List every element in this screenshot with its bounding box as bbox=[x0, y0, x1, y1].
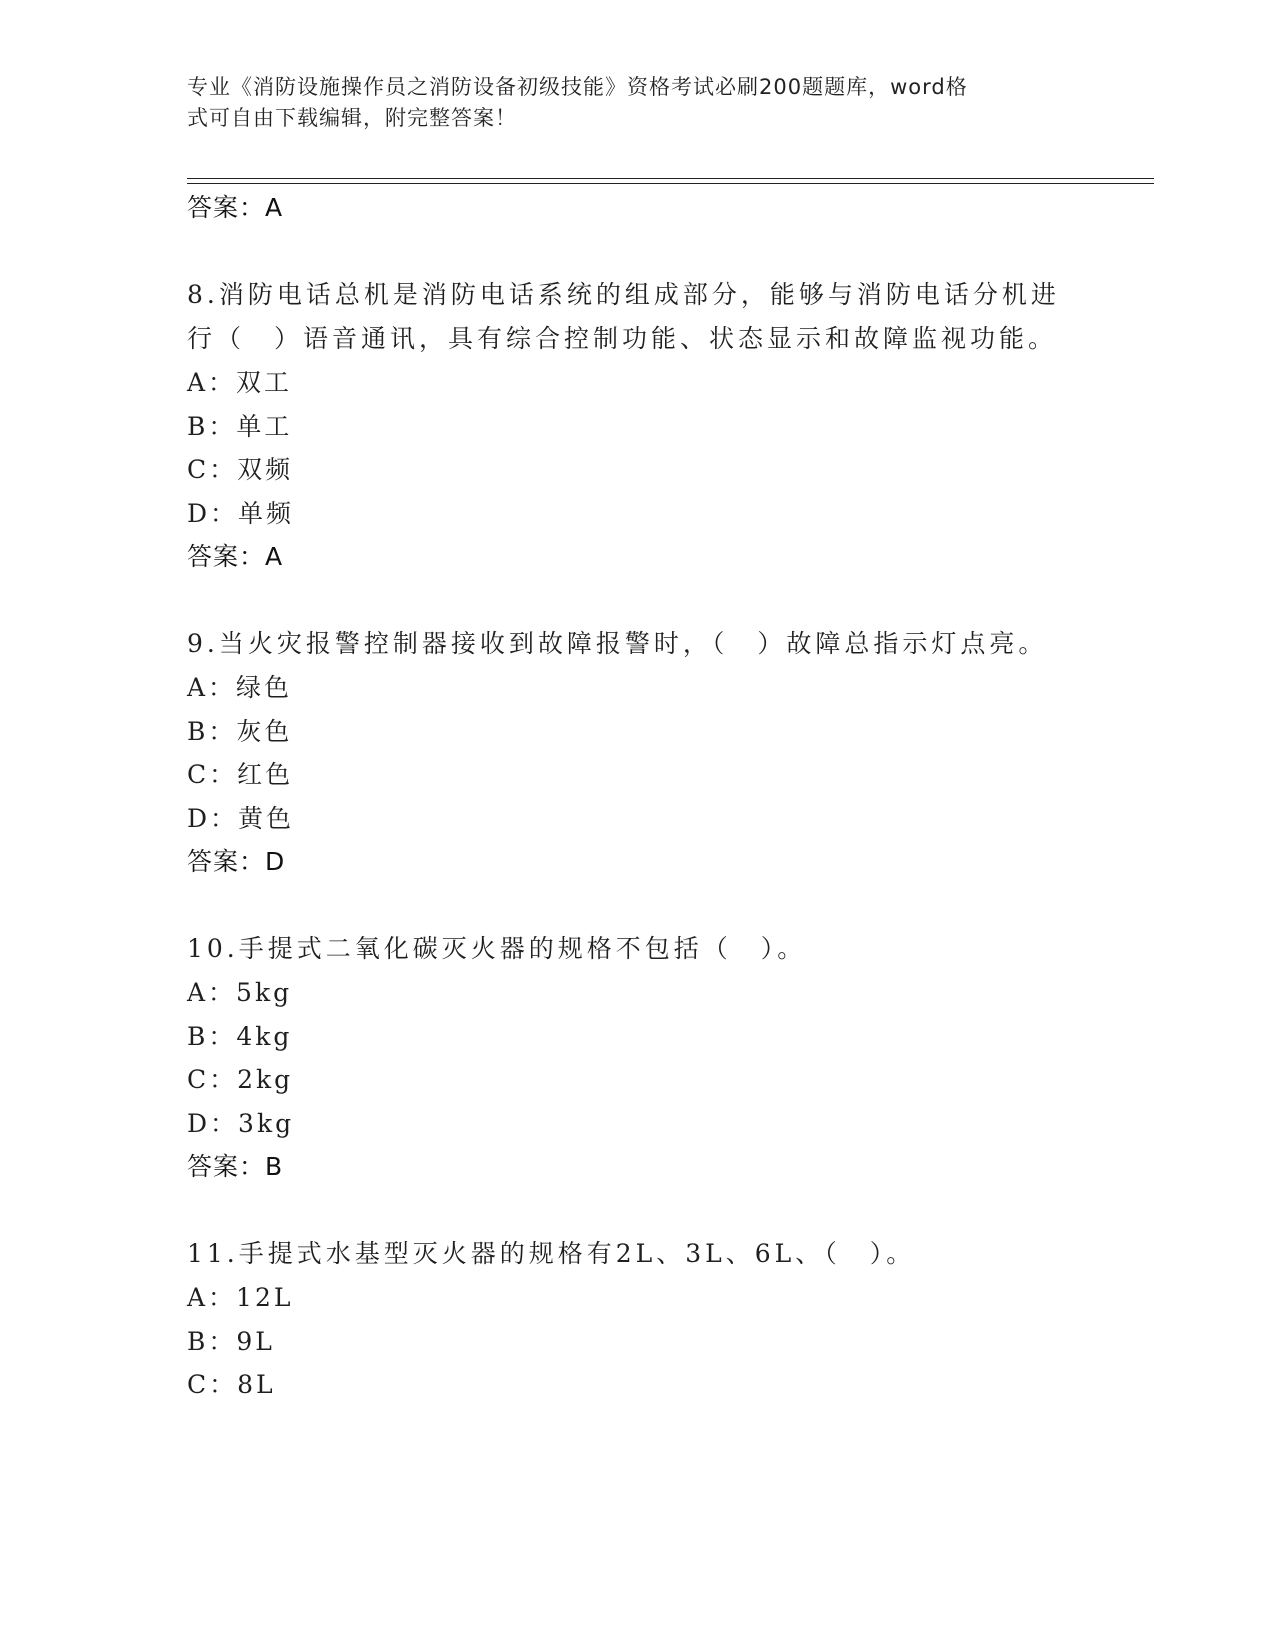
question-10-option-d: D：3kg bbox=[187, 1109, 295, 1138]
question-9-option-b: B：灰色 bbox=[187, 717, 293, 746]
question-8-stem-line-2: 行（ ）语音通讯，具有综合控制功能、状态显示和故障监视功能。 bbox=[187, 324, 1058, 353]
question-9-option-d: D：黄色 bbox=[187, 804, 295, 833]
question-8-option-c: C：双频 bbox=[187, 455, 294, 484]
question-10-stem-line-1: 10.手提式二氧化碳灭火器的规格不包括（ ）。 bbox=[187, 934, 807, 963]
question-11-stem-line-1: 11.手提式水基型灭火器的规格有2L、3L、6L、（ ）。 bbox=[187, 1239, 916, 1268]
question-11-option-b: B：9L bbox=[187, 1327, 275, 1356]
question-8-option-d: D：单频 bbox=[187, 499, 295, 528]
question-9-option-c: C：红色 bbox=[187, 760, 294, 789]
question-8-option-b: B：单工 bbox=[187, 412, 293, 441]
header-line-2: 式可自由下载编辑，附完整答案！ bbox=[187, 106, 517, 130]
question-10-option-b: B：4kg bbox=[187, 1022, 293, 1051]
header-divider-bottom bbox=[187, 183, 1154, 184]
question-11-option-a: A：12L bbox=[187, 1283, 294, 1312]
question-9-option-a: A：绿色 bbox=[187, 673, 293, 702]
question-9-answer: 答案：D bbox=[187, 847, 286, 876]
document-header bbox=[187, 72, 1067, 134]
question-8-stem-line-1: 8.消防电话总机是消防电话系统的组成部分，能够与消防电话分机进 bbox=[187, 280, 1060, 309]
header-divider-top bbox=[187, 178, 1154, 179]
question-10-option-a: A：5kg bbox=[187, 978, 293, 1007]
question-8-option-a: A：双工 bbox=[187, 368, 293, 397]
question-9-stem-line-1: 9.当火灾报警控制器接收到故障报警时，（ ）故障总指示灯点亮。 bbox=[187, 629, 1048, 658]
question-11-option-c: C：8L bbox=[187, 1370, 276, 1399]
header-line-1: 专业《消防设施操作员之消防设备初级技能》资格考试必刷200题题库，word格 bbox=[187, 75, 968, 99]
question-10-option-c: C：2kg bbox=[187, 1065, 294, 1094]
previous-answer: 答案：A bbox=[187, 193, 284, 222]
question-8-answer: 答案：A bbox=[187, 542, 284, 571]
question-10-answer: 答案：B bbox=[187, 1152, 284, 1181]
